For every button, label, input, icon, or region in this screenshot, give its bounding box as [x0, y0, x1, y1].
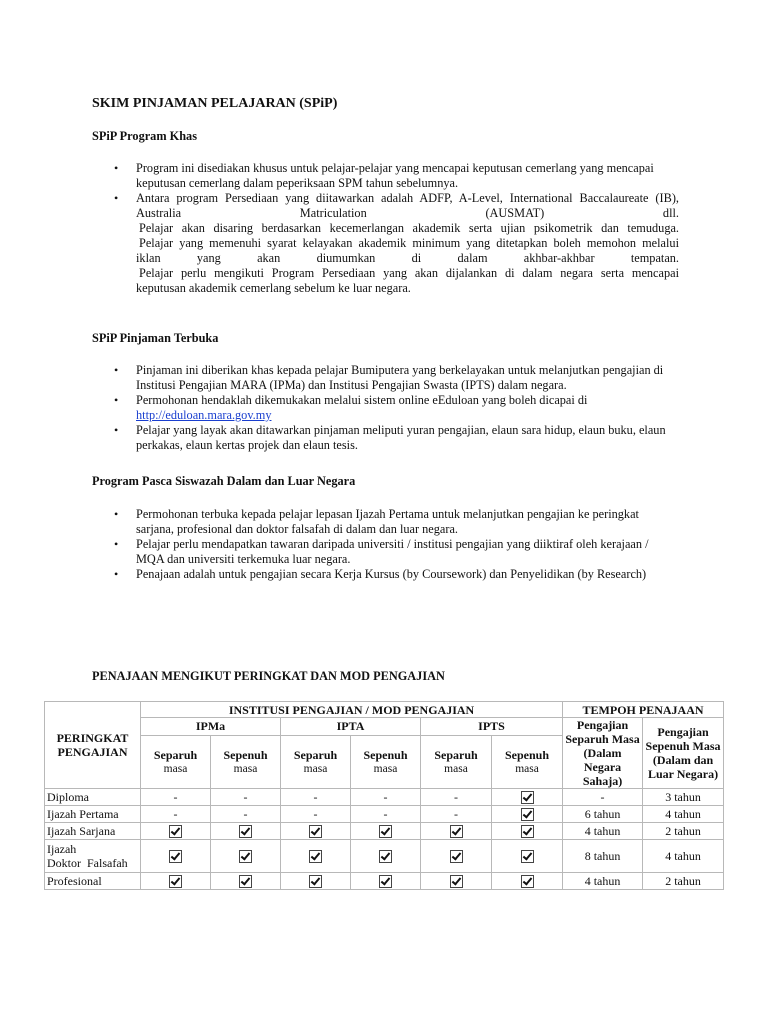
checkbox-checked-icon — [521, 808, 534, 821]
mode-header-sub: masa — [233, 762, 258, 775]
checkbox-checked-icon — [450, 850, 463, 863]
bullet-item — [92, 393, 679, 423]
bullet-list-pinjaman-terbuka — [92, 363, 679, 453]
mode-header — [141, 735, 211, 788]
bullet-item — [92, 567, 679, 582]
bullet-text-line: keputusan cemerlang dalam peperiksaan SPM tahun sebelumnya. — [136, 176, 459, 190]
checkbox-checked-icon — [169, 875, 182, 888]
level-cell: Ijazah Pertama — [45, 806, 141, 823]
mode-header-word: Separuh — [293, 747, 338, 762]
bullet-item — [92, 537, 679, 567]
mode-header-sub: masa — [303, 762, 328, 775]
full-time-duration-cell: 4 tahun — [643, 806, 724, 823]
checkbox-checked-icon — [169, 825, 182, 838]
mode-available-cell — [421, 823, 492, 840]
mode-available-cell — [141, 823, 211, 840]
bullet-text-line: sarjana, profesional dan doktor falsafah di dalam dan luar negara. — [136, 522, 458, 536]
bullet-item — [92, 423, 679, 453]
full-time-duration-cell: 2 tahun — [643, 823, 724, 840]
mode-header-sub: masa — [163, 762, 188, 775]
bullet-text-line: Pelajar perlu mengikuti Program Persediaan yang akan dijalankan di dalam negara serta mencapai — [139, 266, 679, 280]
full-time-duration-cell: 4 tahun — [643, 840, 724, 873]
mode-available-cell — [492, 806, 563, 823]
mode-available-cell — [492, 823, 563, 840]
level-cell: Ijazah Sarjana — [45, 823, 141, 840]
bullet-text-line: • Permohonan terbuka kepada pelajar lepasan Ijazah Pertama untuk melanjutkan pengajian ke peringkat — [136, 507, 639, 521]
checkbox-checked-icon — [450, 875, 463, 888]
mode-unavailable-cell: - — [141, 789, 211, 806]
mode-available-cell — [492, 873, 563, 890]
mode-available-cell — [492, 789, 563, 806]
checkbox-checked-icon — [309, 875, 322, 888]
mode-available-cell — [281, 873, 351, 890]
section-heading-program-khas: SPiP Program Khas — [92, 129, 197, 143]
mode-available-cell — [211, 840, 281, 873]
mode-available-cell — [421, 873, 492, 890]
bullet-item — [92, 191, 679, 296]
mode-header-sub: masa — [373, 762, 398, 775]
section-heading-pinjaman-terbuka: SPiP Pinjaman Terbuka — [92, 331, 219, 345]
part-time-duration-cell: 4 tahun — [563, 823, 643, 840]
mode-available-cell — [351, 873, 421, 890]
level-cell: Profesional — [45, 873, 141, 890]
institution-header-ipts: IPTS — [421, 718, 563, 736]
checkbox-checked-icon — [239, 825, 252, 838]
level-cell — [45, 840, 141, 873]
mode-available-cell — [351, 823, 421, 840]
checkbox-checked-icon — [309, 850, 322, 863]
mode-unavailable-cell: - — [421, 789, 492, 806]
mode-available-cell — [421, 840, 492, 873]
section-heading-pasca-siswazah: Program Pasca Siswazah Dalam dan Luar Negara — [92, 474, 356, 488]
mode-available-cell — [492, 840, 563, 873]
mode-unavailable-cell: - — [351, 789, 421, 806]
mode-header — [281, 735, 351, 788]
level-header: PERINGKAT PENGAJIAN — [45, 702, 141, 789]
table-row — [45, 840, 724, 873]
checkbox-checked-icon — [450, 825, 463, 838]
mode-header-word: Sepenuh — [363, 747, 408, 762]
bullet-text-line: perkakas, elaun kertas projek dan elaun tesis. — [136, 438, 358, 452]
level-text: Ijazah — [47, 842, 77, 856]
bullet-text-line: Australia Matriculation (AUSMAT) dll. — [136, 206, 679, 220]
checkbox-checked-icon — [239, 850, 252, 863]
bullet-text-line: Pelajar akan disaring berdasarkan kecemerlangan akademik serta ujian psikometrik dan temuduga. — [139, 221, 679, 235]
mode-header — [211, 735, 281, 788]
mode-available-cell — [211, 823, 281, 840]
mode-header-word: Sepenuh — [505, 747, 550, 762]
bullet-text-line: • Antara program Persediaan yang diitawarkan adalah ADFP, A-Level, International Baccalaureate (IB), — [136, 191, 679, 205]
mode-available-cell — [351, 840, 421, 873]
institution-header-ipta: IPTA — [281, 718, 421, 736]
checkbox-checked-icon — [169, 850, 182, 863]
bullet-text-line: • Pinjaman ini diberikan khas kepada pelajar Bumiputera yang berkelayakan untuk melanjutkan pengajian di — [136, 363, 664, 377]
mode-header-word: Sepenuh — [223, 747, 268, 762]
checkbox-checked-icon — [379, 850, 392, 863]
checkbox-checked-icon — [379, 875, 392, 888]
sponsorship-table — [44, 701, 724, 890]
bullet-text-line: keputusan akademik cemerlang sebelum ke luar negara. — [136, 281, 411, 295]
table-row — [45, 873, 724, 890]
bullet-text-line: Institusi Pengajian MARA (IPMa) dan Institusi Pengajian Swasta (IPTS) dalam negara. — [136, 378, 567, 392]
bullet-item — [92, 363, 679, 393]
bullet-item — [92, 161, 679, 191]
checkbox-checked-icon — [521, 791, 534, 804]
checkbox-checked-icon — [521, 825, 534, 838]
bullet-list-pasca-siswazah — [92, 507, 679, 582]
bullet-text-line: MQA dan universiti terkemuka luar negara. — [136, 552, 351, 566]
table-row — [45, 823, 724, 840]
mode-unavailable-cell: - — [211, 806, 281, 823]
mode-unavailable-cell: - — [351, 806, 421, 823]
table-row — [45, 806, 724, 823]
institution-header-ipma: IPMa — [141, 718, 281, 736]
table-title: PENAJAAN MENGIKUT PERINGKAT DAN MOD PENGAJIAN — [92, 669, 445, 683]
mode-available-cell — [141, 840, 211, 873]
document-title: SKIM PINJAMAN PELAJARAN (SPiP) — [92, 96, 338, 111]
bullet-text-line: • Permohonan hendaklah dikemukakan melalui sistem online eEduloan yang boleh dicapai di — [136, 393, 588, 407]
mode-header — [492, 735, 563, 788]
bullet-text-line: Pelajar yang memenuhi syarat kelayakan akademik minimum yang ditetapkan boleh memohon melalui — [139, 236, 679, 250]
part-time-duration-cell: 4 tahun — [563, 873, 643, 890]
mode-unavailable-cell: - — [141, 806, 211, 823]
eduloan-link[interactable]: http://eduloan.mara.gov.my — [136, 408, 272, 422]
bullet-text-line: • Program ini disediakan khusus untuk pelajar-pelajar yang mencapai keputusan cemerlang yang mencapai — [136, 161, 654, 175]
checkbox-checked-icon — [309, 825, 322, 838]
level-text: Doktor Falsafah — [47, 856, 128, 870]
mode-available-cell — [281, 840, 351, 873]
mode-header-sub: masa — [515, 762, 539, 775]
bullet-text-line: iklan yang akan diumumkan di dalam akhbar-akhbar tempatan. — [136, 251, 679, 265]
part-time-duration-cell: 6 tahun — [563, 806, 643, 823]
mode-available-cell — [141, 873, 211, 890]
table-row — [45, 789, 724, 806]
mode-header-word: Separuh — [434, 747, 478, 762]
mode-available-cell — [211, 873, 281, 890]
checkbox-checked-icon — [521, 850, 534, 863]
bullet-item — [92, 507, 679, 537]
duration-header-part-time: Pengajian Separuh Masa (Dalam Negara Sahaja) — [563, 718, 643, 789]
mode-header — [421, 735, 492, 788]
mode-available-cell — [281, 823, 351, 840]
duration-header-full-time: Pengajian Sepenuh Masa (Dalam dan Luar Negara) — [643, 718, 724, 789]
bullet-text-line: • Penajaan adalah untuk pengajian secara Kerja Kursus (by Coursework) dan Penyelidikan (by Research) — [136, 567, 647, 581]
mode-unavailable-cell: - — [281, 806, 351, 823]
bullet-list-program-khas — [92, 161, 679, 296]
mode-unavailable-cell: - — [281, 789, 351, 806]
duration-group-header: TEMPOH PENAJAAN — [563, 702, 724, 718]
part-time-duration-cell: 8 tahun — [563, 840, 643, 873]
mode-header — [351, 735, 421, 788]
checkbox-checked-icon — [239, 875, 252, 888]
mode-unavailable-cell: - — [211, 789, 281, 806]
mode-header-sub: masa — [444, 762, 468, 775]
bullet-text-line: • Pelajar yang layak akan ditawarkan pinjaman meliputi yuran pengajian, elaun sara hidup, elaun buku, elaun — [136, 423, 666, 437]
bullet-text-line: • Pelajar perlu mendapatkan tawaran daripada universiti / institusi pengajian yang diiktiraf oleh kerajaan / — [136, 537, 649, 551]
mode-header-word: Separuh — [153, 747, 198, 762]
mode-unavailable-cell: - — [421, 806, 492, 823]
full-time-duration-cell: 2 tahun — [643, 873, 724, 890]
full-time-duration-cell: 3 tahun — [643, 789, 724, 806]
checkbox-checked-icon — [379, 825, 392, 838]
checkbox-checked-icon — [521, 875, 534, 888]
level-cell: Diploma — [45, 789, 141, 806]
institution-group-header: INSTITUSI PENGAJIAN / MOD PENGAJIAN — [141, 702, 563, 718]
part-time-duration-cell: - — [563, 789, 643, 806]
